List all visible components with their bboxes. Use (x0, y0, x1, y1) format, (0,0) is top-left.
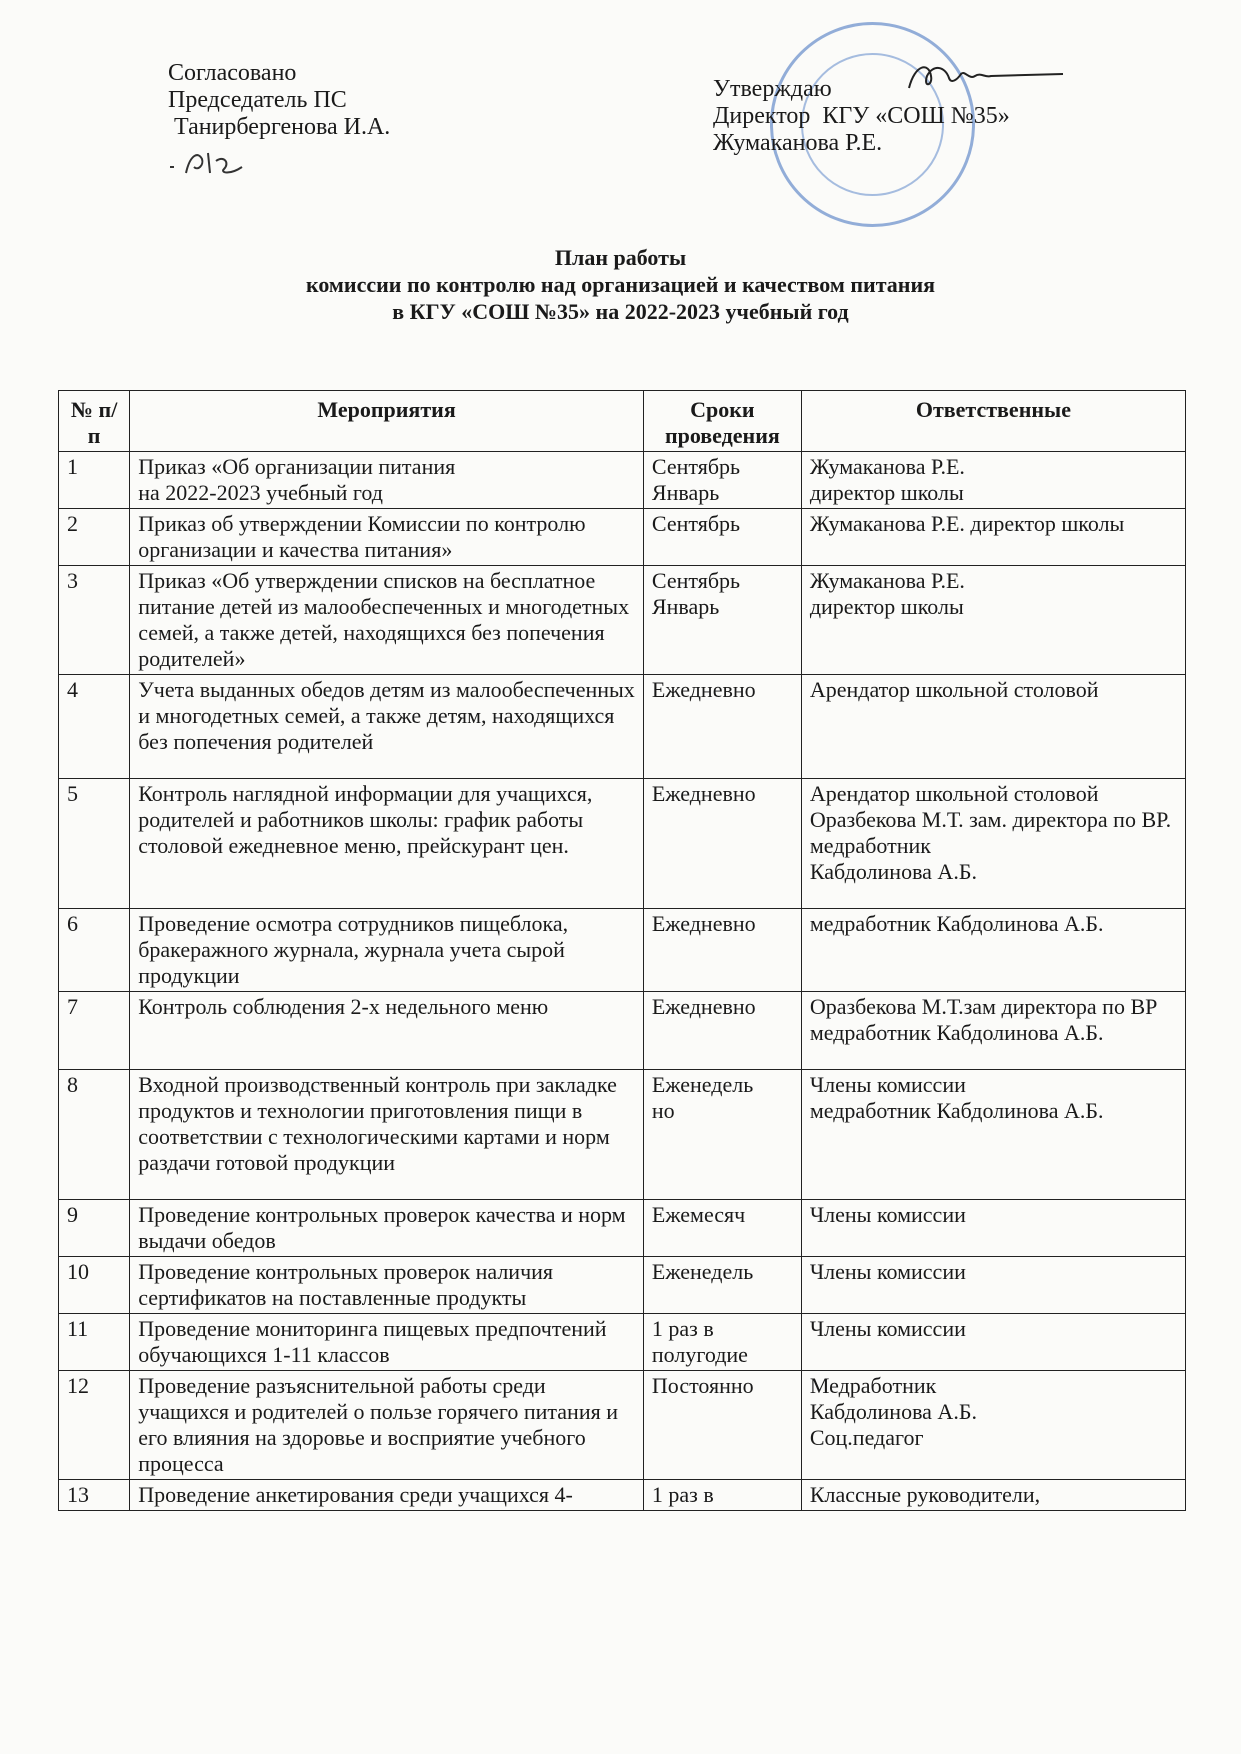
row-event: Контроль соблюдения 2-х недельного меню (130, 992, 644, 1070)
row-date: Ежедневно (643, 779, 801, 909)
row-date: 1 раз в полугодие (643, 1314, 801, 1371)
header-responsible: Ответственные (801, 391, 1185, 452)
table-row (59, 1200, 1186, 1257)
row-date: Сентябрь (643, 509, 801, 566)
table-header-row (59, 391, 1186, 452)
row-responsible: Жумаканова Р.Е. директор школы (801, 509, 1185, 566)
row-number: 5 (59, 779, 130, 909)
row-number: 8 (59, 1070, 130, 1200)
row-number: 6 (59, 909, 130, 992)
row-number: 2 (59, 509, 130, 566)
row-date: Ежемесяч (643, 1200, 801, 1257)
table-row (59, 779, 1186, 909)
row-number: 4 (59, 675, 130, 779)
row-responsible: Арендатор школьной столовой (801, 675, 1185, 779)
row-event: Проведение осмотра сотрудников пищеблока, бракеражного журнала, журнала учета сырой продукции (130, 909, 644, 992)
row-event: Приказ об утверждении Комиссии по контролю организации и качества питания» (130, 509, 644, 566)
row-responsible: Члены комиссии (801, 1257, 1185, 1314)
row-number: 10 (59, 1257, 130, 1314)
row-event: Проведение контрольных проверок наличия сертификатов на поставленные продукты (130, 1257, 644, 1314)
title-line-3: в КГУ «СОШ №35» на 2022-2023 учебный год (392, 299, 849, 324)
confirmation-line-2: Директор КГУ «СОШ №35» (713, 103, 1010, 129)
work-plan-table (58, 390, 1186, 1511)
approval-line-1: Согласовано (168, 60, 297, 86)
row-event: Приказ «Об утверждении списков на бесплатное питание детей из малообеспеченных и многодетных семей, а также детей, находящихся без попечения родителей» (130, 566, 644, 675)
row-date: Сентябрь Январь (643, 566, 801, 675)
table-row (59, 1314, 1186, 1371)
header-number: № п/п (59, 391, 130, 452)
header-dates: Сроки проведения (643, 391, 801, 452)
table-row (59, 509, 1186, 566)
row-date: 1 раз в (643, 1480, 801, 1511)
row-number: 13 (59, 1480, 130, 1511)
table-body (59, 452, 1186, 1511)
confirmation-line-3: Жумаканова Р.Е. (713, 130, 883, 156)
row-responsible: Члены комиссии (801, 1314, 1185, 1371)
title-line-2: комиссии по контролю над организацией и качеством питания (305, 272, 936, 297)
table-row (59, 1371, 1186, 1480)
confirmation-line-1: Утверждаю (713, 76, 832, 102)
row-event: Проведение разъяснительной работы среди учащихся и родителей о пользе горячего питания и его влияния на здоровье и восприятие учебного процесса (130, 1371, 644, 1480)
row-date: Сентябрь Январь (643, 452, 801, 509)
row-number: 3 (59, 566, 130, 675)
row-event: Проведение контрольных проверок качества и норм выдачи обедов (130, 1200, 644, 1257)
row-event: Приказ «Об организации питания на 2022-2023 учебный год (130, 452, 644, 509)
row-date: Постоянно (643, 1371, 801, 1480)
row-event: Проведение мониторинга пищевых предпочтений обучающихся 1-11 классов (130, 1314, 644, 1371)
table-row (59, 1257, 1186, 1314)
row-responsible: Медработник Кабдолинова А.Б. Соц.педагог (801, 1371, 1185, 1480)
row-date: Еженедель но (643, 1070, 801, 1200)
row-date: Еженедель (643, 1257, 801, 1314)
signature-left (168, 145, 258, 180)
table-row (59, 1070, 1186, 1200)
row-responsible: Жумаканова Р.Е. директор школы (801, 452, 1185, 509)
row-responsible: Арендатор школьной столовой Оразбекова М.Т. зам. директора по ВР. медработник Кабдолинова А.Б. (801, 779, 1185, 909)
approval-block (168, 60, 390, 141)
row-responsible: Члены комиссии медработник Кабдолинова А.Б. (801, 1070, 1185, 1200)
row-responsible: Оразбекова М.Т.зам директора по ВР медработник Кабдолинова А.Б. (801, 992, 1185, 1070)
row-event: Контроль наглядной информации для учащихся, родителей и работников школы: график работы столовой ежедневное меню, прейскурант цен. (130, 779, 644, 909)
table-row (59, 566, 1186, 675)
row-responsible: медработник Кабдолинова А.Б. (801, 909, 1185, 992)
row-responsible: Члены комиссии (801, 1200, 1185, 1257)
row-number: 9 (59, 1200, 130, 1257)
table-row (59, 909, 1186, 992)
row-date: Ежедневно (643, 675, 801, 779)
row-number: 1 (59, 452, 130, 509)
title-line-1: План работы (554, 245, 687, 270)
row-date: Ежедневно (643, 992, 801, 1070)
row-responsible: Жумаканова Р.Е. директор школы (801, 566, 1185, 675)
row-number: 12 (59, 1371, 130, 1480)
table-row (59, 675, 1186, 779)
row-date: Ежедневно (643, 909, 801, 992)
table-row (59, 992, 1186, 1070)
row-responsible: Классные руководители, (801, 1480, 1185, 1511)
row-number: 7 (59, 992, 130, 1070)
approval-line-2: Председатель ПС (168, 87, 347, 113)
header-events: Мероприятия (130, 391, 644, 452)
row-number: 11 (59, 1314, 130, 1371)
document-title (0, 244, 1241, 325)
table-row (59, 1480, 1186, 1511)
approval-line-3: Танирбергенова И.А. (168, 114, 391, 140)
row-event: Учета выданных обедов детям из малообеспеченных и многодетных семей, а также детям, находящихся без попечения родителей (130, 675, 644, 779)
confirmation-block (713, 76, 1010, 157)
table-row (59, 452, 1186, 509)
row-event: Проведение анкетирования среди учащихся 4- (130, 1480, 644, 1511)
row-event: Входной производственный контроль при закладке продуктов и технологии приготовления пищи в соответствии с технологическими картами и норм раздачи готовой продукции (130, 1070, 644, 1200)
